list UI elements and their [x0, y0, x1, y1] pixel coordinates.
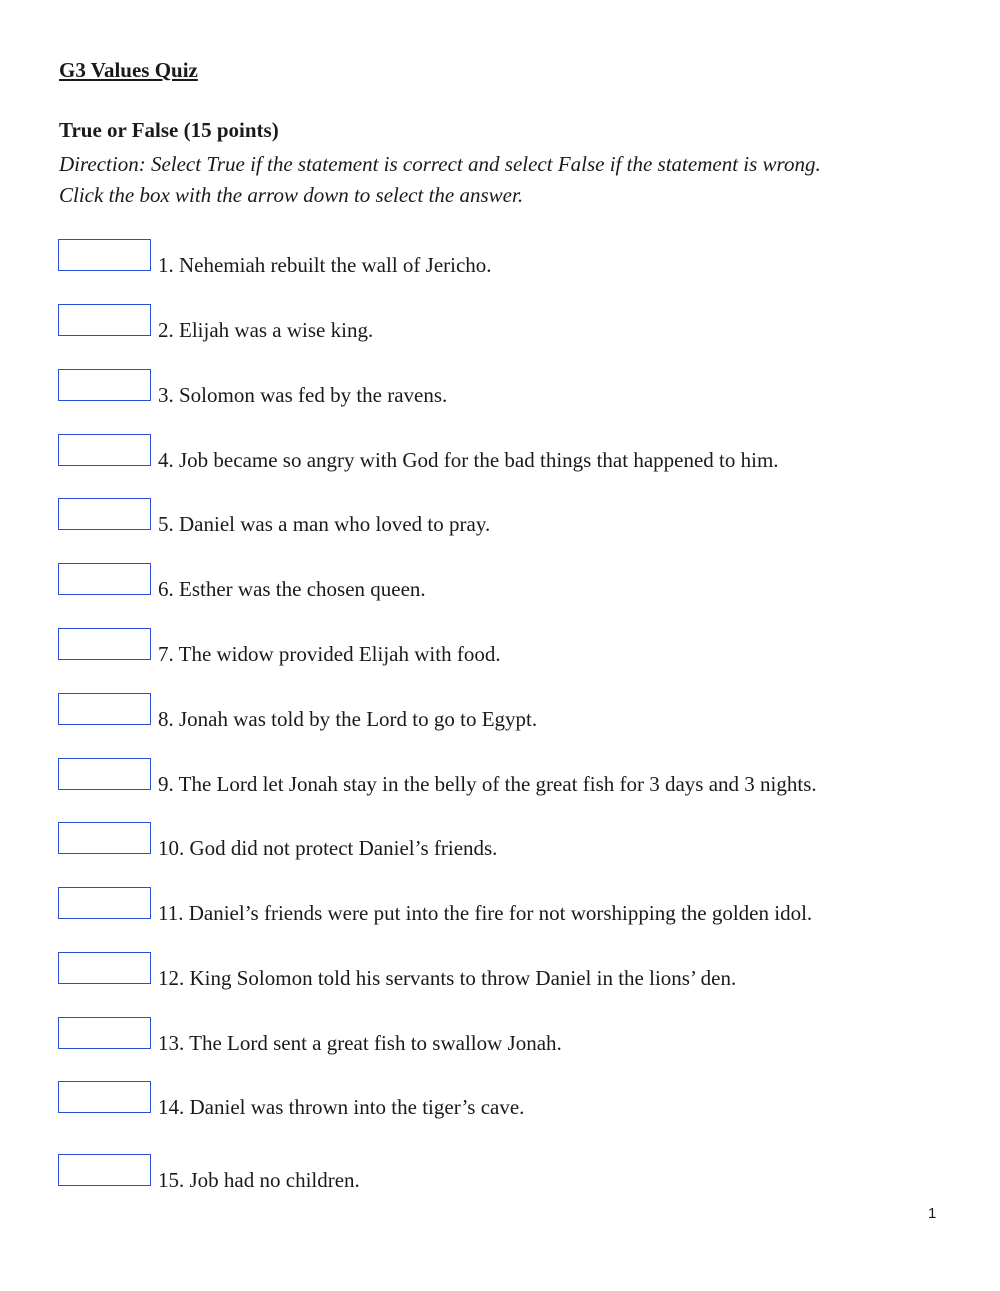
- question-item: [0, 1154, 1000, 1194]
- question-text: 4. Job became so angry with God for the bad things that happened to him.: [158, 448, 779, 472]
- answer-dropdown-11[interactable]: [58, 887, 151, 919]
- question-item: [0, 239, 1000, 279]
- question-item: [0, 628, 1000, 668]
- answer-dropdown-8[interactable]: [58, 693, 151, 725]
- question-text: 11. Daniel’s friends were put into the fire for not worshipping the golden idol.: [158, 901, 813, 925]
- directions: [59, 149, 959, 211]
- question-item: [0, 498, 1000, 538]
- direction-line-2: Click the box with the arrow down to select the answer.: [59, 183, 524, 207]
- question-item: [0, 693, 1000, 733]
- question-item: [0, 1081, 1000, 1121]
- answer-dropdown-3[interactable]: [58, 369, 151, 401]
- answer-dropdown-10[interactable]: [58, 822, 151, 854]
- question-text: 2. Elijah was a wise king.: [158, 318, 374, 342]
- answer-dropdown-12[interactable]: [58, 952, 151, 984]
- question-item: [0, 887, 1000, 927]
- question-item: [0, 304, 1000, 344]
- quiz-title: G3 Values Quiz: [59, 58, 198, 82]
- question-item: [0, 563, 1000, 603]
- question-item: [0, 822, 1000, 862]
- question-text: 5. Daniel was a man who loved to pray.: [158, 512, 491, 536]
- question-text: 8. Jonah was told by the Lord to go to Egypt.: [158, 707, 538, 731]
- question-item: [0, 434, 1000, 474]
- answer-dropdown-9[interactable]: [58, 758, 151, 790]
- answer-dropdown-2[interactable]: [58, 304, 151, 336]
- answer-dropdown-13[interactable]: [58, 1017, 151, 1049]
- question-text: 3. Solomon was fed by the ravens.: [158, 383, 448, 407]
- page-number: 1: [928, 1205, 937, 1222]
- question-item: [0, 1017, 1000, 1057]
- answer-dropdown-15[interactable]: [58, 1154, 151, 1186]
- question-text: 15. Job had no children.: [158, 1168, 360, 1192]
- answer-dropdown-5[interactable]: [58, 498, 151, 530]
- question-text: 9. The Lord let Jonah stay in the belly of the great fish for 3 days and 3 nights.: [158, 772, 817, 796]
- question-text: 7. The widow provided Elijah with food.: [158, 642, 501, 666]
- direction-line-1: Direction: Select True if the statement is correct and select False if the statement is wrong.: [59, 152, 821, 176]
- question-item: [0, 369, 1000, 409]
- question-text: 13. The Lord sent a great fish to swallow Jonah.: [158, 1031, 562, 1055]
- answer-dropdown-4[interactable]: [58, 434, 151, 466]
- question-item: [0, 952, 1000, 992]
- answer-dropdown-14[interactable]: [58, 1081, 151, 1113]
- answer-dropdown-1[interactable]: [58, 239, 151, 271]
- question-text: 12. King Solomon told his servants to throw Daniel in the lions’ den.: [158, 966, 737, 990]
- question-text: 10. God did not protect Daniel’s friends.: [158, 836, 498, 860]
- question-text: 1. Nehemiah rebuilt the wall of Jericho.: [158, 253, 492, 277]
- answer-dropdown-7[interactable]: [58, 628, 151, 660]
- section-heading: True or False (15 points): [59, 118, 279, 142]
- question-text: 6. Esther was the chosen queen.: [158, 577, 426, 601]
- answer-dropdown-6[interactable]: [58, 563, 151, 595]
- question-text: 14. Daniel was thrown into the tiger’s cave.: [158, 1095, 525, 1119]
- question-item: [0, 758, 1000, 798]
